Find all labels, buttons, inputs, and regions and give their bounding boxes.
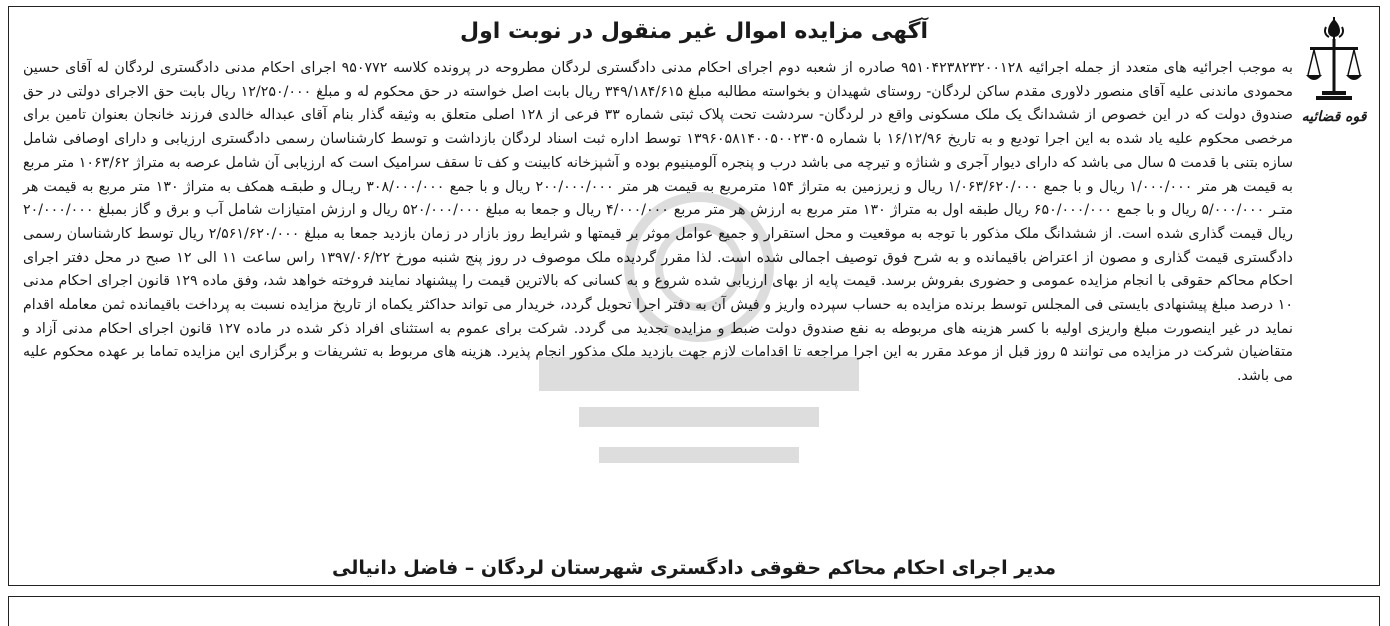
emblem-caption: قوه قضائیه	[1301, 109, 1367, 125]
notice-signature: مدیر اجرای احکام محاکم حقوقی دادگستری شهرستان لردگان – فاضل دانیالی	[332, 557, 1056, 579]
next-notice-box	[8, 596, 1380, 626]
notice-body: به موجب اجرائیه های متعدد از جمله اجرائیه ۹۵۱۰۴۲۳۸۲۳۲۰۰۱۲۸ صادره از شعبه دوم اجرای احکام مدنی دادگستری لردگان مطروحه در پرونده کلاسه ۹۵۰۷۷۲ اجرای احکام مدنی دادگستری لردگان له آقای حسین محمودی ماندنی علیه آقای منصور دلاوری مقدم ساکن لردگان- روستای شهیدان و بخواسته مطالبه مبلغ ۳۴۹/۱۸۴/۶۱۵ ریال بابت اصل خواسته در حق محکوم له و مبلغ ۱۲/۲۵۰/۰۰۰ ریال بابت حق الاجرای دولتی در حق صندوق دولت که در این خصوص از ششدانگ یک ملک مسکونی واقع در لردگان- سردشت تحت پلاک ثبتی شماره ۳۳ فرعی از ۱۲۸ اصلی متعلق به وثیقه گذار بنام آقای عبداله خالدی فرزند خانجان بعنوان تامین برای مرخصی محکوم علیه یاد شده به این اجرا توديع و به تاریخ ۱۶/۱۲/۹۶ با شماره ۱۳۹۶۰۵۸۱۴۰۰۵۰۰۲۳۰۵ توسط اداره ثبت اسناد لردگان بازداشت و توسط کارشناسان رسمی دادگستری ارزیابی و دارای اوصافی شامل سازه بتنی با قدمت ۵ سال می باشد که دارای دیوار آجری و شناژه و تیرچه می باشد درب و پنجره آلومینیوم بوده و آشپزخانه کابینت و کف تا سقف سرامیک است که ارزیابی آن شامل عرصه به متراژ ۱۰۶۳/۶۲ متر مربع به قیمت هر متر ۱/۰۰۰/۰۰۰ ریال و با جمع ۱/۰۶۳/۶۲۰/۰۰۰ ریال و زیرزمین به متراژ ۱۵۴ مترمربع به قیمت هر متر ۲۰۰/۰۰۰/۰۰۰ ریال و با جمع ۳۰۸/۰۰۰/۰۰۰ ریـال و طبقـه همکف به متراژ ۱۳۰ متر مربع به قیمت هر متـر ۵/۰۰۰/۰۰۰ ریال و با جمع ۶۵۰/۰۰۰/۰۰۰ ریال طبقه اول به متراژ ۱۳۰ متر مربع به ارزش هر متر مربع ۴/۰۰۰/۰۰۰ ریال و جمعا به مبلغ ۵۲۰/۰۰۰/۰۰۰ ریال و ارزش امتیازات شامل آب و برق و گاز بمبلغ ۲۰/۰۰۰/۰۰۰ ریال قیمت گذاری شده است. از ششدانگ ملک مذکور با توجه به موقعیت و محل استقرار و جمیع عوامل موثر بر قیمتها و شرایط روز بازار در زمان بازدید جمعا به مبلغ ۲/۵۶۱/۶۲۰/۰۰۰ ریال توسط کارشناسان رسمی دادگستری قیمت گذاری و مصون از اعتراض باقیمانده و به شرح فوق توصیف اجمالی شده است. لذا مقرر گردیده ملک موصوف در روز پنج شنبه مورخ ۱۳۹۷/۰۶/۲۲ راس ساعت ۱۱ الی ۱۲ صبح در محل دفتر اجرای احکام محاکم حقوقی با انجام مزایده عمومی و حضوری بفروش برسد. قیمت پایه از بهای ارزیابی شده شروع و به کسانی که بالاترین قیمت را پیشنهاد نمایند فروخته خواهد شد، وفق ماده ۱۲۹ قانون اجرای احکام مدنی ۱۰ درصد مبلغ پیشنهادی بایستی فی المجلس توسط برنده مزایده به حساب سپرده واریز و فیش آن به دفتر اجرا تحویل گردد، خریدار می تواند حداکثر یکماه از تاریخ مزایده نسبت به پرداخت باقیمانده ثمن معامله اقدام نماید در غیر اینصورت مبلغ واریزی اولیه با کسر هزینه های مربوطه به نفع صندوق دولت ضبط و مزایده تجدید می گردد. شرکت برای عموم به استثنای افراد ذکر شده در ماده ۱۲۷ قانون اجرای احکام مدنی آزاد و متقاضیان شرکت در مزایده می توانند ۵ روز قبل از موعد مقرر به این اجرا مراجعه تا اقدامات لازم جهت بازدید ملک مذکور انجام پذیرد. هزینه های مربوط به تشریفات و برگزاری این مزایده تماما بر عهده محکوم علیه می باشد.	[23, 60, 1294, 385]
notice-title: آگهی مزایده اموال غیر منقول در نوبت اول	[460, 19, 928, 44]
scales-of-justice-icon	[1304, 15, 1364, 107]
auction-notice	[8, 6, 1380, 586]
judiciary-emblem	[1299, 15, 1369, 133]
